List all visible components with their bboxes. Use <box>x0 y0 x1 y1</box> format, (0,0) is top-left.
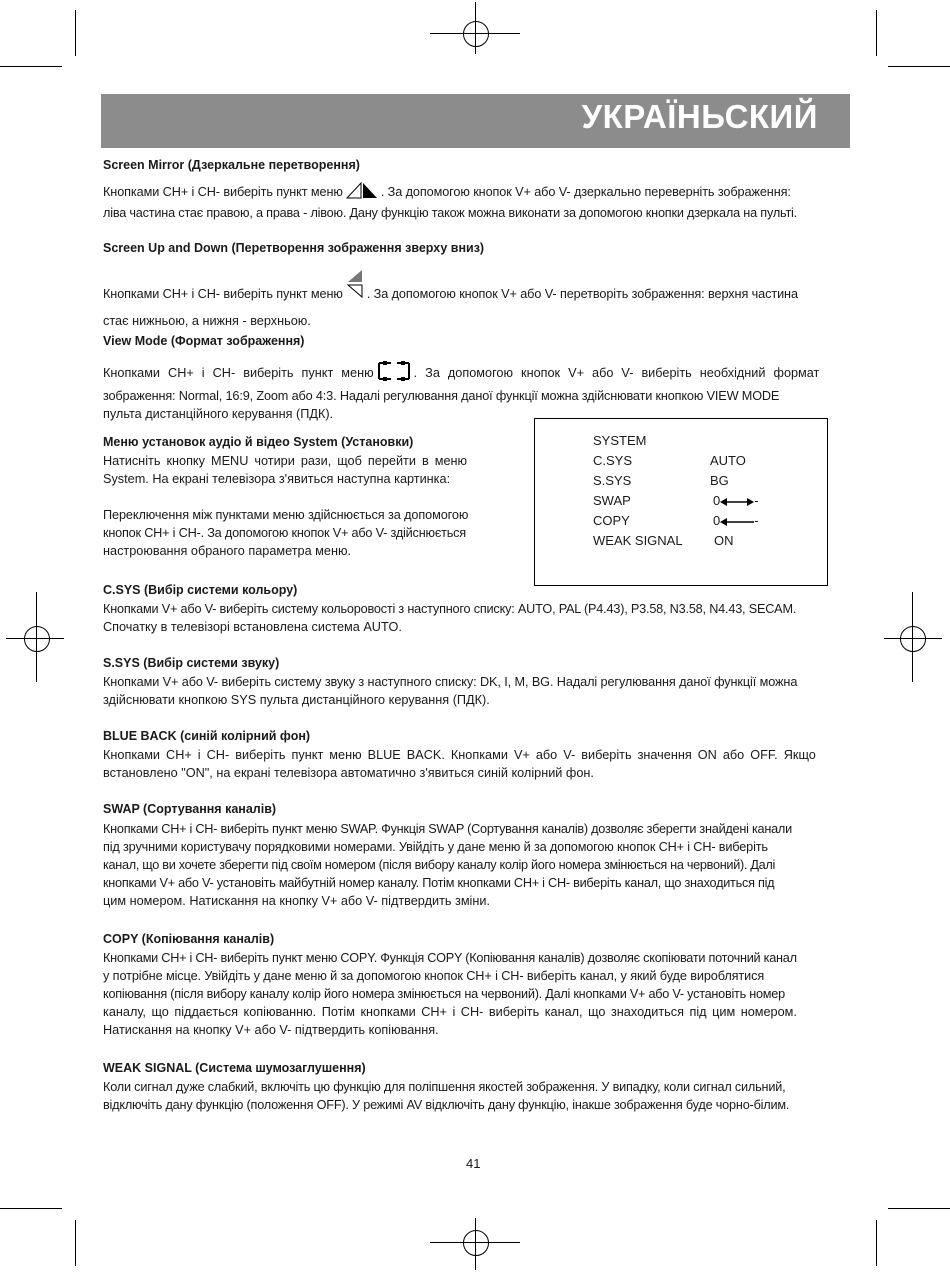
csys-heading: C.SYS (Вибір системи кольору) <box>103 583 298 597</box>
view-mode-brackets-icon <box>377 360 411 387</box>
ssys-text: Кнопками V+ або V- виберіть систему звуку з наступного списку: DK, I, M, BG. Надалі регулювання даної функції можна здійснювати кнопкою SYS пульта дистанційного керування (ПДК). <box>103 675 798 707</box>
page-number: 41 <box>466 1156 481 1171</box>
menu-value-weak-signal: ON <box>714 533 734 548</box>
flip-vertical-icon <box>346 269 364 304</box>
menu-value-ssys: BG <box>710 473 729 488</box>
menu-label-weak-signal: WEAK SIGNAL <box>593 533 683 548</box>
screen-updown-text: Кнопками CH+ і CH- виберіть пункт меню . За допомогою кнопок V+ або V- перетворіть зображення: верхня частина стає нижньою, а нижня - верхньою. <box>103 277 849 330</box>
header-title: УКРАЇНЬСКИЙ <box>581 98 818 135</box>
menu-value-swap: 0 - <box>713 493 759 508</box>
blue-back-heading: BLUE BACK (синій колірний фон) <box>103 729 311 743</box>
menu-value-copy: 0 - <box>713 513 759 528</box>
menu-label-ssys: S.SYS <box>593 473 632 488</box>
swap-text: Кнопками CH+ і CH- виберіть пункт меню SWAP. Функція SWAP (Сортування каналів) дозволяє зберегти знайдені канали під зручними користувачу порядковими номерами. Увійдіть у дане меню й за допомогою кнопок CH+ і CH- виберіть канал, що ви хочете зберегти під своїм номером (після вибору каналу колір його номера змінюється на червоний). Далі кнопками V+ або V- установіть майбутній номер каналу. Потім кнопками CH+ і CH- виберіть канал, що знаходиться під цим номером. Натискання на кнопку V+ або V- підтвердить зміни. <box>103 822 792 908</box>
csys-text: Кнопками V+ або V- виберіть систему кольоровості з наступного списку: AUTO, PAL (P4.43), P3.58, N3.58, N4.43, SECAM. Спочатку в телевізорі встановлена система AUTO. <box>103 602 797 634</box>
screen-mirror-heading: Screen Mirror (Дзеркальне перетворення) <box>103 158 360 172</box>
menu-label-csys: C.SYS <box>593 453 633 468</box>
blue-back-text: Кнопками CH+ і CH- виберіть пункт меню BLUE BACK. Кнопками V+ або V- виберіть значення ON або OFF. Якщо встановлено "ON", на екрані телевізора автоматично з'явиться синій колірний фон. <box>103 748 816 780</box>
menu-title: SYSTEM <box>593 433 647 448</box>
double-arrow-icon <box>720 497 754 507</box>
mirror-triangles-icon <box>346 181 378 204</box>
swap-heading: SWAP (Сортування каналів) <box>103 802 277 816</box>
view-mode-text: Кнопками CH+ і CH- виберіть пункт меню . За допомогою кнопок V+ або V- виберіть необхідний формат зображення: Normal, 16:9, Zoom або 4:3. Надалі регулювання даної функції можна здійснювати кнопкою VIEW MODE пульта дистанційного керування (ПДК). <box>103 360 849 423</box>
menu-label-copy: COPY <box>593 513 630 528</box>
menu-label-swap: SWAP <box>593 493 631 508</box>
left-arrow-icon <box>720 517 754 527</box>
copy-text: Кнопками CH+ і CH- виберіть пункт меню COPY. Функція COPY (Копіювання каналів) дозволяє скопіювати поточний канал у потрібне місце. Увійдіть у дане меню й за допомогою кнопок CH+ і CH- виберіть канал, у який буде вироблятися копіювання (після вибору каналу колір його номера змінюється на червоний). Далі кнопками V+ або V- установіть номер каналу, що піддається копіюванню. Потім кнопками CH+ і CH- виберіть канал, що знаходиться під цим номером. Натискання на кнопку V+ або V- підтвердить копіювання. <box>103 951 797 1037</box>
view-mode-heading: View Mode (Формат зображення) <box>103 334 305 348</box>
copy-heading: COPY (Копіювання каналів) <box>103 932 275 946</box>
ssys-heading: S.SYS (Вибір системи звуку) <box>103 656 280 670</box>
system-menu-text: Натисніть кнопку MENU чотири рази, щоб перейти в меню System. На екрані телевізора з'явиться наступна картинка: Переключення між пунктами меню здійснюється за допомогою кнопок CH+ і CH-. За допомогою кнопок V+ або V- здійснюється настроювання обраного параметра меню. <box>103 454 469 558</box>
menu-value-csys: AUTO <box>710 453 746 468</box>
language-header <box>101 94 850 148</box>
system-menu-screen <box>534 418 828 586</box>
screen-mirror-text: Кнопками CH+ і CH- виберіть пункт меню . За допомогою кнопок V+ або V- дзеркально переверніть зображення: ліва частина стає правою, а права - лівою. Дану функцію також можна виконати за допомогою кнопки дзеркала на пульті. <box>103 181 849 222</box>
screen-updown-heading: Screen Up and Down (Перетворення зображення зверху вниз) <box>103 241 485 255</box>
weak-signal-heading: WEAK SIGNAL (Система шумозаглушення) <box>103 1061 366 1075</box>
weak-signal-text: Коли сигнал дуже слабкий, включіть цю функцію для поліпшення якостей зображення. У випадку, коли сигнал сильний, відключіть дану функцію (положення OFF). У режимі AV відключіть дану функцію, інакше зображення буде чорно-білим. <box>103 1080 790 1112</box>
system-menu-heading: Меню установок аудіо й відео System (Установки) <box>103 435 414 449</box>
